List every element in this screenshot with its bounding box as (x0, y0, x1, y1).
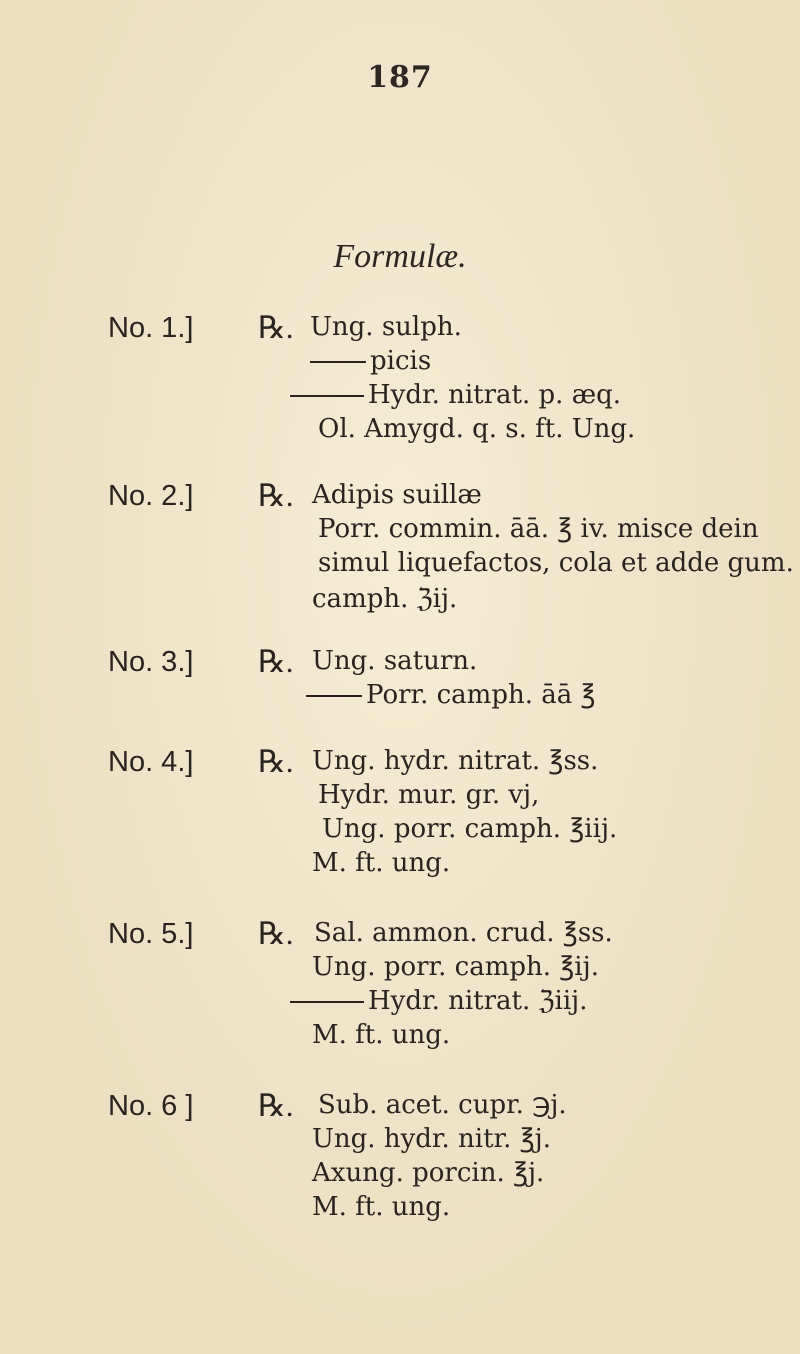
formula-number: No. 4.] (108, 746, 194, 778)
ingredient-line: Sub. acet. cupr. ℈j. (318, 1090, 567, 1120)
ingredient-line: Ung. hydr. nitr. ℥j. (312, 1124, 551, 1154)
formula-number: No. 3.] (108, 646, 194, 678)
ingredient-line: Ung. porr. camph. ℥ij. (312, 952, 599, 982)
ingredient-line: Axung. porcin. ℥j. (312, 1158, 545, 1188)
ingredient-line: Ung. saturn. (312, 646, 478, 676)
ingredient-line: Hydr. nitrat. p. æq. (290, 380, 621, 410)
ingredient-line: M. ft. ung. (312, 848, 451, 878)
ditto-dash (310, 361, 366, 363)
formula-number: No. 6 ] (108, 1090, 194, 1122)
ingredient-line: Porr. commin. āā. ℥ iv. misce dein (318, 514, 759, 544)
page-number: 187 (367, 60, 433, 95)
recipe-symbol: ℞. (258, 916, 294, 951)
recipe-symbol: ℞. (258, 1088, 294, 1123)
recipe-symbol: ℞. (258, 478, 294, 513)
ingredient-line: simul liquefactos, cola et adde gum. (318, 548, 794, 578)
ingredient-line: Hydr. mur. gr. vj, (318, 780, 540, 810)
formula-number: No. 5.] (108, 918, 194, 950)
ingredient-line: Adipis suillæ (312, 480, 482, 510)
ingredient-line: camph. ℨij. (312, 584, 458, 614)
ditto-dash (290, 1001, 364, 1003)
ingredient-line: Ung. porr. camph. ℥iij. (322, 814, 618, 844)
ingredient-line: M. ft. ung. (312, 1020, 451, 1050)
ditto-dash (290, 395, 364, 397)
recipe-symbol: ℞. (258, 644, 294, 679)
ingredient-line: Ung. sulph. (310, 312, 462, 342)
ingredient-line: M. ft. ung. (312, 1192, 451, 1222)
ingredient-line: Hydr. nitrat. ℨiij. (290, 986, 588, 1016)
formula-number: No. 1.] (108, 312, 194, 344)
page-heading: Formulæ. (333, 238, 467, 275)
ingredient-line: Sal. ammon. crud. ℥ss. (314, 918, 613, 948)
ingredient-line: Ung. hydr. nitrat. ℥ss. (312, 746, 599, 776)
recipe-symbol: ℞. (258, 310, 294, 345)
ingredient-line: picis (310, 346, 431, 376)
formula-number: No. 2.] (108, 480, 194, 512)
ditto-dash (306, 695, 362, 697)
recipe-symbol: ℞. (258, 744, 294, 779)
ingredient-line: Ol. Amygd. q. s. ft. Ung. (318, 414, 636, 444)
ingredient-line: Porr. camph. āā ℥ (306, 680, 596, 710)
